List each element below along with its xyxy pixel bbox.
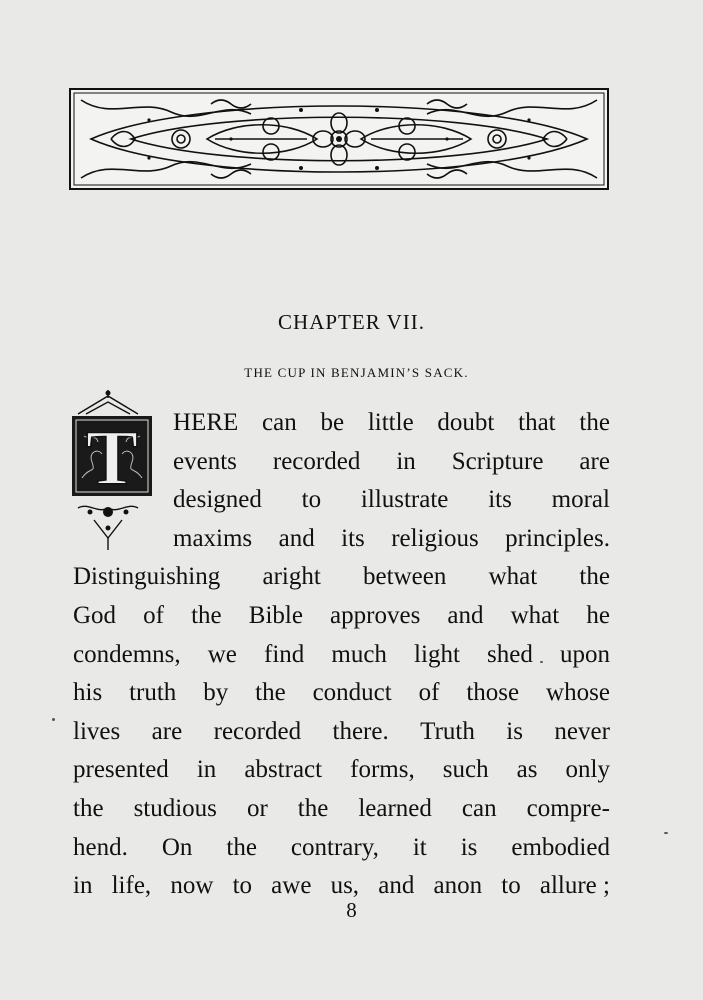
word: designed bbox=[173, 486, 262, 514]
body-line bbox=[73, 713, 610, 752]
word: Scripture bbox=[451, 447, 544, 475]
word: its bbox=[488, 486, 512, 514]
body-line bbox=[173, 443, 610, 482]
word: compre- bbox=[526, 794, 610, 822]
word: recorded bbox=[213, 717, 302, 745]
word: allure ; bbox=[539, 872, 610, 900]
word: us, bbox=[330, 872, 360, 900]
word: shed bbox=[487, 640, 533, 668]
word: the bbox=[579, 563, 610, 591]
drop-cap-letter: T bbox=[85, 414, 139, 501]
word: God bbox=[73, 601, 117, 629]
word: Distinguishing bbox=[73, 563, 221, 591]
word: those bbox=[466, 679, 520, 707]
word: of bbox=[418, 679, 440, 707]
word: whose bbox=[546, 679, 610, 707]
word: upon bbox=[559, 640, 610, 668]
word: are bbox=[579, 447, 610, 475]
word: life, bbox=[111, 872, 152, 900]
word: light bbox=[414, 640, 460, 668]
word: doubt bbox=[437, 409, 495, 436]
ornamental-headpiece bbox=[69, 88, 609, 190]
word: studious bbox=[133, 794, 217, 822]
word: to bbox=[301, 486, 322, 514]
word: in bbox=[196, 756, 217, 784]
word: the bbox=[297, 794, 329, 822]
word: forms, bbox=[350, 756, 415, 784]
word: approves bbox=[330, 601, 421, 629]
word: lives bbox=[73, 717, 121, 745]
word: learned bbox=[358, 794, 432, 822]
word: aright bbox=[262, 563, 321, 591]
chapter-body bbox=[73, 404, 610, 906]
word: recorded bbox=[272, 447, 361, 475]
word: the bbox=[255, 679, 286, 707]
print-speck bbox=[540, 661, 543, 663]
print-speck bbox=[52, 718, 55, 721]
word: awe bbox=[271, 872, 312, 900]
body-line bbox=[173, 404, 610, 443]
chapter-title: CHAPTER VII. bbox=[278, 310, 425, 334]
word: On bbox=[161, 833, 193, 861]
word: contrary, bbox=[290, 833, 379, 861]
word: or bbox=[246, 794, 268, 822]
word: events bbox=[173, 447, 237, 475]
word: principles. bbox=[505, 524, 610, 552]
word: in bbox=[73, 872, 93, 900]
word: only bbox=[565, 756, 610, 784]
word: HERE bbox=[173, 409, 239, 436]
word: we bbox=[207, 640, 237, 668]
word: religious bbox=[391, 524, 479, 552]
word: is bbox=[460, 833, 478, 861]
chapter-subtitle: THE CUP IN BENJAMIN’S SACK. bbox=[244, 365, 469, 380]
body-line bbox=[73, 597, 610, 636]
word: never bbox=[554, 717, 610, 745]
body-line bbox=[73, 829, 610, 868]
word: his bbox=[73, 679, 103, 707]
word: can bbox=[262, 409, 297, 436]
word: Bible bbox=[248, 601, 303, 629]
floral-scroll-ornament bbox=[71, 90, 607, 188]
word: Truth bbox=[420, 717, 475, 745]
word: it bbox=[412, 833, 427, 861]
word: as bbox=[516, 756, 538, 784]
word: conduct bbox=[312, 679, 392, 707]
word: the bbox=[73, 794, 104, 822]
word: and bbox=[378, 872, 415, 900]
word: abstract bbox=[244, 756, 323, 784]
word: in bbox=[396, 447, 416, 475]
word: little bbox=[367, 409, 414, 436]
word: that bbox=[518, 409, 556, 436]
word: find bbox=[264, 640, 305, 668]
word: the bbox=[226, 833, 257, 861]
body-line bbox=[73, 790, 610, 829]
body-line bbox=[73, 674, 610, 713]
word: is bbox=[506, 717, 523, 745]
word: condemns, bbox=[73, 640, 181, 668]
word: embodied bbox=[511, 833, 610, 861]
word: the bbox=[579, 409, 610, 436]
word: to bbox=[501, 872, 521, 900]
word: the bbox=[191, 601, 222, 629]
word: much bbox=[331, 640, 387, 668]
word: such bbox=[442, 756, 489, 784]
body-line bbox=[73, 558, 610, 597]
word: of bbox=[143, 601, 164, 629]
word: what bbox=[510, 601, 560, 629]
word: and bbox=[447, 601, 484, 629]
word: now bbox=[170, 872, 214, 900]
word: be bbox=[320, 409, 345, 436]
word: truth bbox=[129, 679, 177, 707]
word: illustrate bbox=[360, 486, 449, 514]
word: are bbox=[151, 717, 183, 745]
word: can bbox=[461, 794, 497, 822]
word: there. bbox=[332, 717, 389, 745]
word: between bbox=[363, 563, 447, 591]
body-line bbox=[173, 481, 610, 520]
word: presented bbox=[73, 756, 169, 784]
word: and bbox=[278, 524, 315, 552]
word: what bbox=[488, 563, 538, 591]
print-speck bbox=[664, 832, 668, 834]
page-number: 8 bbox=[346, 898, 357, 922]
word: to bbox=[232, 872, 253, 900]
word: its bbox=[341, 524, 365, 552]
word: moral bbox=[551, 486, 610, 514]
body-line bbox=[73, 751, 610, 790]
word: anon bbox=[433, 872, 483, 900]
body-line bbox=[173, 520, 610, 559]
body-line bbox=[73, 636, 610, 675]
word: by bbox=[203, 679, 229, 707]
word: hend. bbox=[73, 833, 128, 861]
word: maxims bbox=[173, 524, 253, 552]
word: he bbox=[586, 601, 610, 629]
